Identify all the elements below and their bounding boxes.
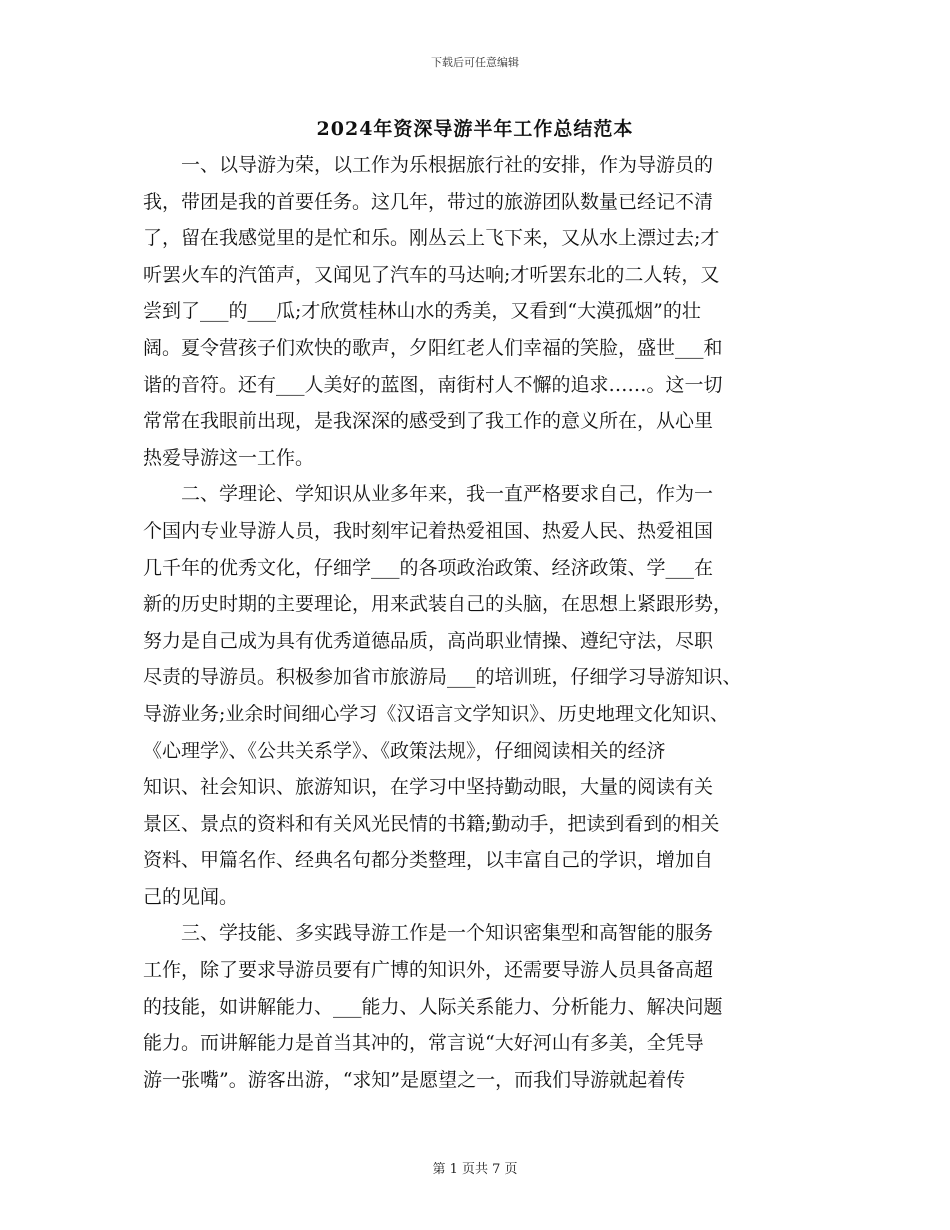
- body-line: 了，留在我感觉里的是忙和乐。刚丛云上飞下来，又从水上漂过去;才: [143, 227, 720, 250]
- body-line: 的技能，如讲解能力、___能力、人际关系能力、分析能力、解决问题: [143, 995, 723, 1018]
- body-line: 二、学理论、学知识从业多年来，我一直严格要求自己，作为一: [143, 483, 714, 506]
- body-line: 三、学技能、多实践导游工作是一个知识密集型和高智能的服务: [143, 922, 714, 945]
- body-line: 尽责的导游员。积极参加省市旅游局___的培训班，仔细学习导游知识、: [143, 666, 742, 689]
- body-line: 工作，除了要求导游员要有广博的知识外，还需要导游人员具备高超: [143, 959, 714, 982]
- body-line: 尝到了___的___瓜;才欣赏桂林山水的秀美，又看到“大漠孤烟”的壮: [143, 300, 701, 323]
- document-title: 2024年资深导游半年工作总结范本: [316, 118, 634, 140]
- body-line: 《心理学》、《公共关系学》、《政策法规》，仔细阅读相关的经济: [143, 739, 666, 762]
- body-line: 一、以导游为荣，以工作为乐根据旅行社的安排，作为导游员的: [143, 154, 714, 176]
- document-body: [143, 147, 813, 1098]
- body-line: 己的见闻。: [143, 885, 239, 908]
- body-line: 游一张嘴”。游客出游，“求知”是愿望之一，而我们导游就起着传: [143, 1068, 686, 1091]
- body-line: 资料、甲篇名作、经典名句都分类整理，以丰富自己的学识，增加自: [143, 849, 714, 872]
- body-line: 听罢火车的汽笛声，又闻见了汽车的马达响;才听罢东北的二人转，又: [143, 263, 720, 286]
- body-line: 能力。而讲解能力是首当其冲的，常言说“大好河山有多美，全凭导: [143, 1032, 704, 1055]
- body-line: 新的历史时期的主要理论，用来武装自己的头脑，在思想上紧跟形势，: [143, 593, 733, 616]
- body-line: 景区、景点的资料和有关风光民情的书籍;勤动手，把读到看到的相关: [143, 812, 720, 835]
- body-line: 阔。夏令营孩子们欢快的歌声，夕阳红老人们幸福的笑脸，盛世___和: [143, 336, 723, 359]
- body-line: 个国内专业导游人员，我时刻牢记着热爱祖国、热爱人民、热爱祖国: [143, 519, 714, 542]
- page-number-footer: 第 1 页共 7 页: [432, 1162, 518, 1177]
- body-line: 我，带团是我的首要任务。这几年，带过的旅游团队数量已经记不清: [143, 190, 714, 213]
- body-line: 知识、社会知识、旅游知识，在学习中坚持勤动眼，大量的阅读有关: [143, 776, 714, 799]
- body-line: 谐的音符。还有___人美好的蓝图，南街村人不懈的追求……。这一切: [143, 373, 723, 396]
- body-line: 努力是自己成为具有优秀道德品质，高尚职业情操、遵纪守法，尽职: [143, 629, 714, 652]
- body-line: 导游业务;业余时间细心学习《汉语言文学知识》、历史地理文化知识、: [143, 702, 729, 725]
- header-note: 下载后可任意编辑: [431, 56, 519, 69]
- body-line: 常常在我眼前出现，是我深深的感受到了我工作的意义所在，从心里: [143, 410, 714, 433]
- body-line: 几千年的优秀文化，仔细学___的各项政治政策、经济政策、学___在: [143, 556, 714, 579]
- body-line: 热爱导游这一工作。: [143, 446, 315, 469]
